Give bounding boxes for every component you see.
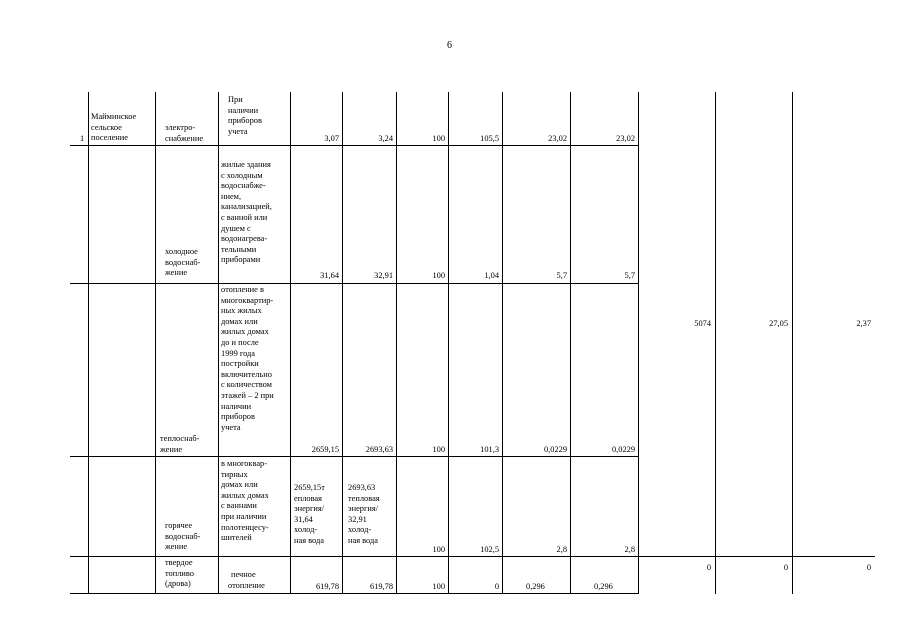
table-cell: 101,3: [480, 445, 499, 454]
table-cell: 0,296: [526, 582, 545, 591]
table-cell: 0,296: [594, 582, 613, 591]
table-cell: 2659,15т епловая энергия/ 31,64 холод- ная вода: [294, 483, 325, 545]
table-cell: 100: [432, 134, 445, 143]
condition-text: При наличии приборов учета: [228, 95, 262, 136]
table-cell: 2,8: [556, 545, 567, 554]
grid-line: [70, 283, 638, 284]
merged-cell: 5074: [694, 319, 711, 328]
grid-line: [502, 92, 503, 594]
table-cell: 3,07: [324, 134, 339, 143]
grid-line: [155, 92, 156, 594]
service-name: холодное водоснаб- жение: [165, 247, 201, 278]
table-cell: 619,78: [315, 582, 339, 591]
service-name: электро- снабжение: [165, 123, 204, 143]
table-cell: 3,24: [378, 134, 393, 143]
condition-text: жилые здания с холодным водоснабже- нием, канализацией, с ванной или душем с водонагрева- тельными приборами: [221, 160, 272, 265]
service-name: теплоснаб- жение: [160, 434, 200, 454]
row-number: 1: [80, 134, 85, 143]
table-cell: 1,04: [484, 271, 499, 280]
condition-text: отопление в многоквартир- ных жилых домах или жилых домах до и после 1999 года постройки включительно с количеством этажей – 2 при наличии приборов учета: [221, 285, 274, 432]
table-cell: 102,5: [480, 545, 499, 554]
grid-line: [396, 92, 397, 594]
table-cell: 0: [494, 582, 499, 591]
table-cell: 2693,63: [365, 445, 393, 454]
grid-line: [70, 145, 638, 146]
table-cell: 100: [432, 545, 445, 554]
merged-cell: 0: [706, 563, 711, 572]
service-name: горячее водоснаб- жение: [165, 521, 201, 552]
table-cell: 2,8: [624, 545, 635, 554]
merged-cell: 27,05: [769, 319, 788, 328]
condition-text: печное отопление: [228, 570, 265, 590]
grid-line: [88, 92, 89, 594]
grid-line: [70, 593, 638, 594]
service-name: твердое топливо (дрова): [165, 558, 194, 589]
merged-cell: 0: [783, 563, 788, 572]
grid-line: [290, 92, 291, 594]
table-cell: 100: [432, 582, 445, 591]
table-cell: 100: [432, 445, 445, 454]
table-cell: 23,02: [616, 134, 635, 143]
grid-line: [218, 92, 219, 594]
page-number: 6: [447, 40, 452, 51]
table-cell: 31,64: [320, 271, 339, 280]
grid-line: [570, 92, 571, 594]
table-cell: 100: [432, 271, 445, 280]
merged-cell: 0: [866, 563, 871, 572]
grid-line: [70, 456, 638, 457]
condition-text: в многоквар- тирных домах или жилых домах с ваннами при наличии полотенцесу- шителей: [221, 459, 269, 543]
grid-line: [448, 92, 449, 594]
table-cell: 2659,15: [311, 445, 339, 454]
table-cell: 23,02: [548, 134, 567, 143]
table-cell: 5,7: [556, 271, 567, 280]
settlement-name: Майминское сельское поселение: [91, 112, 137, 143]
grid-line: [342, 92, 343, 594]
table-cell: 0,0229: [543, 445, 567, 454]
grid-line: [792, 92, 793, 594]
table-cell: 32,91: [374, 271, 393, 280]
grid-line: [715, 92, 716, 594]
grid-line: [638, 92, 639, 594]
grid-line: [70, 556, 875, 557]
table-cell: 2693,63 тепловая энергия/ 32,91 холод- ная вода: [348, 483, 380, 545]
table-cell: 0,0229: [611, 445, 635, 454]
merged-cell: 2,37: [856, 319, 871, 328]
table-cell: 105,5: [480, 134, 499, 143]
table-cell: 619,78: [369, 582, 393, 591]
table-cell: 5,7: [624, 271, 635, 280]
